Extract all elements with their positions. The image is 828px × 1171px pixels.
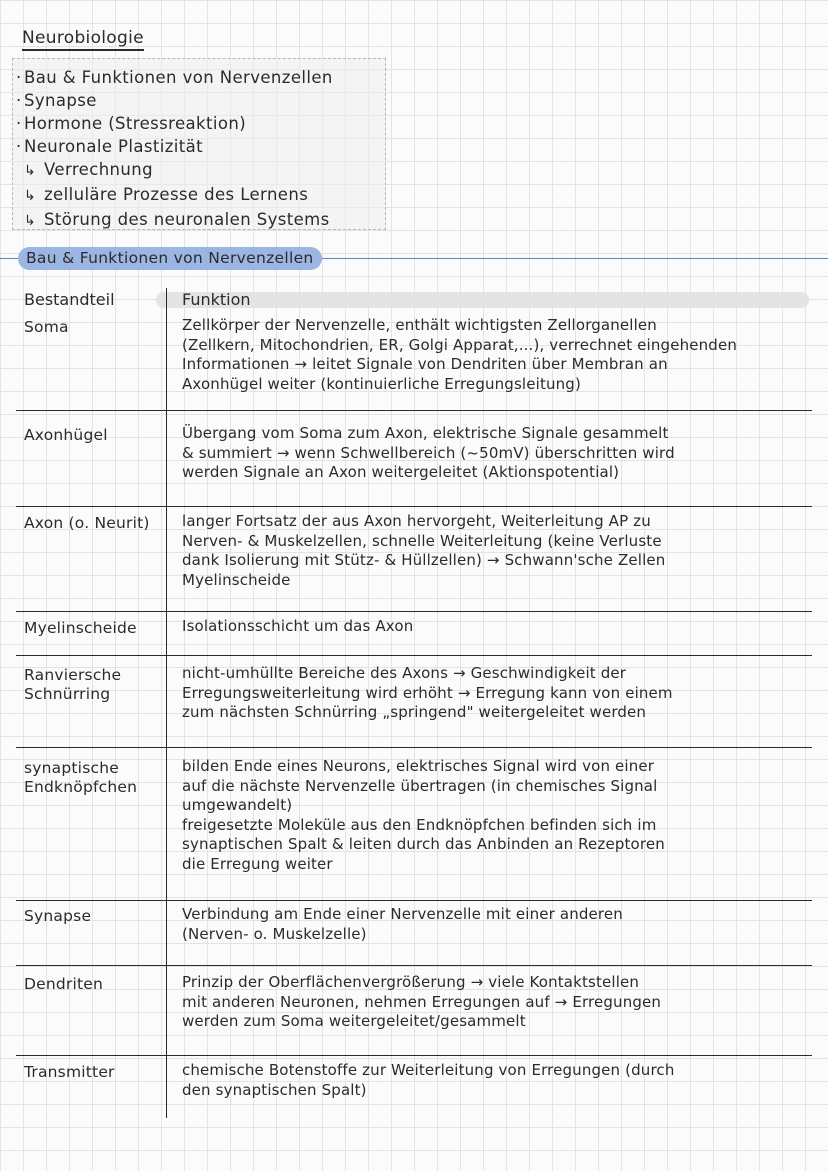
table-cell-desc: chemische Botenstoffe zur Weiterleitung von Erregungen (durch den synaptischen Spalt)	[182, 1061, 675, 1099]
table-cell-desc: nicht-umhüllte Bereiche des Axons → Geschwindigkeit der Erregungsweiterleitung wird erhöht → Erregung kann von einem zum nächsten Schnürring „springend" weitergeleitet werden	[182, 664, 673, 721]
sub-arrow-icon: ↳	[24, 188, 37, 204]
toc-item-label: Verrechnung	[44, 160, 153, 179]
toc-item	[24, 183, 333, 208]
table-row-divider	[16, 506, 812, 507]
bullet-icon: ·	[16, 137, 22, 156]
toc-item-label: Hormone (Stressreaktion)	[24, 114, 247, 133]
toc-item-label: zelluläre Prozesse des Lernens	[44, 185, 309, 204]
table-header-desc: Funktion	[182, 290, 251, 309]
table-header-highlight	[156, 292, 809, 308]
table-cell-term: Synapse	[24, 907, 92, 925]
sub-arrow-icon: ↳	[24, 163, 37, 179]
table-cell-desc: Isolationsschicht um das Axon	[182, 617, 414, 635]
table-row-divider	[16, 611, 812, 612]
table-cell-term: Axonhügel	[24, 426, 108, 444]
bullet-icon: ·	[16, 68, 22, 87]
toc-item	[16, 135, 333, 158]
table-row-divider	[16, 410, 812, 411]
table-cell-desc: bilden Ende eines Neurons, elektrisches Signal wird von einer auf die nächste Nervenzelle übertragen (in chemisches Signal umgewandelt) freigesetzte Moleküle aus den Endknöpfchen befinden sich im synaptischen Spalt & leiten durch das Anbinden an Rezeptoren die Erregung weiter	[182, 757, 665, 873]
toc-item-label: Bau & Funktionen von Nervenzellen	[24, 68, 333, 87]
bullet-icon: ·	[16, 91, 22, 110]
sub-arrow-icon: ↳	[24, 213, 37, 229]
toc-item	[16, 112, 333, 135]
table-row-divider	[16, 1055, 812, 1056]
toc-item-label: Neuronale Plastizität	[24, 137, 204, 156]
table-cell-term: Dendriten	[24, 975, 104, 993]
table-cell-term: Ranviersche Schnürring	[24, 666, 122, 703]
section-heading: Bau & Funktionen von Nervenzellen	[18, 247, 322, 270]
page-title: Neurobiologie	[22, 28, 144, 51]
table-cell-desc: Prinzip der Oberflächenvergrößerung → viele Kontaktstellen mit anderen Neuronen, nehmen Erregungen auf → Erregungen werden zum Soma weitergeleitet/gesammelt	[182, 973, 662, 1030]
table-cell-desc: Verbindung am Ende einer Nervenzelle mit einer anderen (Nerven- o. Muskelzelle)	[182, 905, 623, 943]
table-cell-term: Transmitter	[24, 1063, 115, 1081]
table-row-divider	[16, 747, 812, 748]
toc-item-label: Störung des neuronalen Systems	[44, 210, 330, 229]
table-cell-desc: langer Fortsatz der aus Axon hervorgeht, Weiterleitung AP zu Nerven- & Muskelzellen, schnelle Weiterleitung (keine Verluste dank Isolierung mit Stütz- & Hüllzellen) → Schwann'sche Zellen Myelinscheide	[182, 512, 666, 589]
table-row-divider	[16, 965, 812, 966]
table-row-divider	[16, 655, 812, 656]
bullet-icon: ·	[16, 114, 22, 133]
toc-list	[16, 66, 333, 233]
table-cell-term: Axon (o. Neurit)	[24, 514, 150, 532]
table-header-term: Bestandteil	[24, 290, 115, 309]
toc-item	[24, 208, 333, 233]
toc-item	[16, 66, 333, 89]
table-cell-term: Myelinscheide	[24, 619, 137, 637]
table-cell-term: synaptische Endknöpfchen	[24, 759, 138, 796]
table-cell-desc: Zellkörper der Nervenzelle, enthält wichtigsten Zellorganellen (Zellkern, Mitochondrien, ER, Golgi Apparat,...), verrechnet eingehenden Informationen → leitet Signale von Dendriten über Membran an Axonhügel weiter (kontinuierliche Erregungsleitung)	[182, 316, 737, 393]
table-row-divider	[16, 900, 812, 901]
table-cell-desc: Übergang vom Soma zum Axon, elektrische Signale gesammelt & summiert → wenn Schwellbereich (~50mV) überschritten wird werden Signale an Axon weitergeleitet (Aktionspotential)	[182, 424, 675, 481]
toc-item-label: Synapse	[24, 91, 97, 110]
toc-item	[24, 158, 333, 183]
table-cell-term: Soma	[24, 318, 69, 336]
toc-item	[16, 89, 333, 112]
